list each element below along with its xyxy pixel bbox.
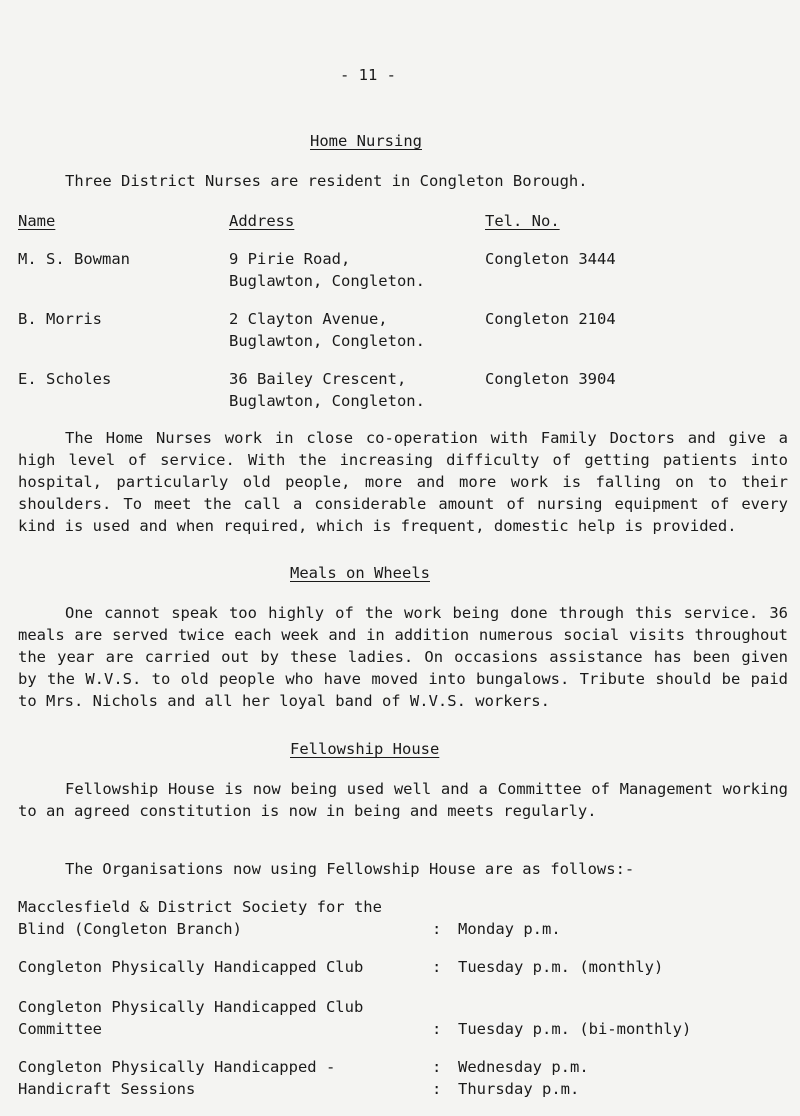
nurse-address-line1: 9 Pirie Road, [229, 250, 351, 268]
meals-on-wheels-paragraph [18, 602, 788, 712]
home-nursing-intro: Three District Nurses are resident in Congleton Borough. [65, 172, 588, 190]
nurse-tel: Congleton 3904 [485, 370, 616, 388]
column-header-address: Address [229, 212, 295, 230]
colon-separator: : [432, 1080, 442, 1098]
colon-separator: : [432, 1058, 442, 1076]
organisation-schedule-line2: Thursday p.m. [458, 1080, 580, 1098]
nurse-tel: Congleton 2104 [485, 310, 616, 328]
colon-separator: : [432, 1020, 442, 1038]
fellowship-house-paragraph-text: Fellowship House is now being used well and a Committee of Management working to an agreed constitution is now in being and meets regularly. [18, 780, 788, 820]
organisation-schedule: Wednesday p.m. [458, 1058, 589, 1076]
section-title-meals-on-wheels: Meals on Wheels [290, 564, 430, 582]
organisation-schedule: Tuesday p.m. (monthly) [458, 958, 664, 976]
colon-separator: : [432, 958, 442, 976]
organisation-schedule: Tuesday p.m. (bi-monthly) [458, 1020, 692, 1038]
organisation-name: Macclesfield & District Society for the [18, 898, 382, 916]
organisation-name: Congleton Physically Handicapped Club [18, 998, 364, 1016]
organisations-intro: The Organisations now using Fellowship House are as follows:- [65, 860, 635, 878]
page-number: - 11 - [340, 66, 396, 84]
organisation-name: Congleton Physically Handicapped Club [18, 958, 364, 976]
nurse-name: E. Scholes [18, 370, 112, 388]
section-title-home-nursing: Home Nursing [310, 132, 422, 150]
nurse-tel: Congleton 3444 [485, 250, 616, 268]
nurse-address-line2: Buglawton, Congleton. [229, 332, 425, 350]
nurse-address-line1: 36 Bailey Crescent, [229, 370, 407, 388]
section-title-fellowship-house: Fellowship House [290, 740, 440, 758]
organisation-name-line2: Handicraft Sessions [18, 1080, 196, 1098]
organisation-name-line2: Blind (Congleton Branch) [18, 920, 242, 938]
column-header-name: Name [18, 212, 56, 230]
organisation-schedule: Monday p.m. [458, 920, 561, 938]
organisation-name-line2: Committee [18, 1020, 102, 1038]
meals-on-wheels-paragraph-text: One cannot speak too highly of the work being done through this service. 36 meals are served twice each week and in addition numerous social visits throughout the year are carried out by these ladies. On occasions assistance has been given by the W.V.S. to old people who have moved into bungalows. Tribute should be paid to Mrs. Nichols and all her loyal band of W.V.S. workers. [18, 604, 788, 710]
colon-separator: : [432, 920, 442, 938]
fellowship-house-paragraph [18, 778, 788, 822]
nurse-address-line2: Buglawton, Congleton. [229, 392, 425, 410]
column-header-tel: Tel. No. [485, 212, 560, 230]
home-nursing-paragraph [18, 427, 788, 537]
nurse-address-line1: 2 Clayton Avenue, [229, 310, 388, 328]
nurse-name: M. S. Bowman [18, 250, 130, 268]
nurse-address-line2: Buglawton, Congleton. [229, 272, 425, 290]
organisation-name: Congleton Physically Handicapped - [18, 1058, 336, 1076]
nurse-name: B. Morris [18, 310, 102, 328]
home-nursing-paragraph-text: The Home Nurses work in close co-operation with Family Doctors and give a high level of service. With the increasing difficulty of getting patients into hospital, particularly old people, more and more work is falling on to their shoulders. To meet the call a considerable amount of nursing equipment of every kind is used and when required, which is frequent, domestic help is provided. [18, 429, 788, 535]
